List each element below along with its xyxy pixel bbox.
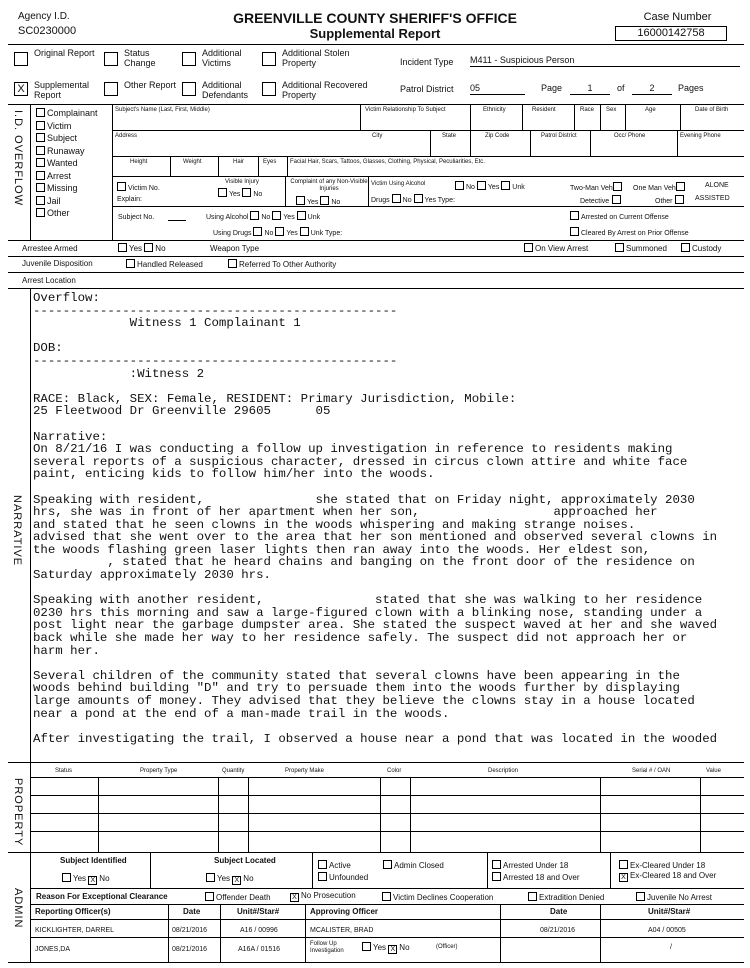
using-drugs-options[interactable]: Using Drugs No Yes Unk Type:: [213, 227, 342, 237]
patrol-district-value: 05: [470, 84, 525, 95]
narrative-line: On 8/21/16 I was conducting a follow up investigation in reference to residents making: [33, 442, 673, 457]
role-subject[interactable]: Subject: [36, 133, 112, 146]
case-number-label: Case Number: [643, 11, 712, 23]
narrative-line: advised that she went over to the area that her son mentioned and observed several clowns in: [33, 530, 718, 545]
other-report-label: Other Report: [124, 80, 177, 90]
visible-injury-options[interactable]: Yes No: [218, 188, 262, 198]
resident-header: Resident: [532, 107, 556, 113]
victim-no-field[interactable]: Victim No.: [117, 182, 160, 192]
role-other[interactable]: Other: [36, 208, 112, 221]
occ-phone-header: Occ/ Phone: [614, 133, 646, 139]
sex-header: Sex: [606, 107, 617, 113]
hair-header: Hair: [233, 159, 245, 165]
patrol-district-header: Patrol District: [541, 133, 577, 139]
approving-officer-name: MCALISTER, BRAD: [310, 927, 374, 934]
narrative-line: , stated that he heard chains and banging on the front door of the residence on: [33, 555, 695, 570]
narrative-line: woods behind building "D" and try to persuade them into the woods further by displaying: [33, 681, 680, 696]
approve-date-header: Date: [550, 907, 568, 916]
narrative-line: Speaking with resident, she stated that on Friday night, approximately 2030: [33, 492, 695, 507]
narrative-line: harm her.: [33, 643, 100, 658]
supplemental-report-label: Supplemental Report: [34, 80, 90, 100]
arrest-location-label: Arrest Location: [22, 276, 76, 285]
juvenile-no-arrest-option[interactable]: Juvenile No Arrest: [636, 892, 712, 902]
explain-label: Explain:: [117, 196, 142, 203]
subject-located-label: Subject Located: [214, 856, 276, 865]
narrative-line: and stated that he seen clowns in the woods whispering and making strange noises.: [33, 517, 636, 532]
narrative-line: the woods flashing green laser lights then ran away into the woods. Her eldest son,: [33, 542, 651, 557]
state-header: State: [442, 133, 457, 139]
agency-id-value: SC0230000: [18, 25, 77, 37]
property-side-label: PROPERTY: [12, 778, 24, 847]
property-type-header: Property Type: [140, 768, 178, 774]
approve-unit-header: Unit#/Star#: [648, 907, 691, 916]
ex-cleared-under-18[interactable]: Ex-Cleared Under 18: [619, 860, 705, 870]
narrative-line: After investigating the trail, I observed a house near a pond that was located in the wooded: [33, 731, 718, 746]
narrative-line: [33, 720, 743, 733]
additional-defendants-checkbox[interactable]: [182, 82, 196, 96]
offender-death-option[interactable]: Offender Death: [205, 892, 271, 902]
narrative-line: Narrative:: [33, 429, 108, 444]
arrested-current-offense[interactable]: Arrested on Current Offense: [570, 211, 669, 221]
narrative-side-label: NARRATIVE: [11, 495, 23, 567]
narrative-line: Speaking with another resident, stated that she was walking to her residence: [33, 593, 703, 608]
handled-released[interactable]: Handled Released: [126, 259, 203, 269]
dob-header: Date of Birth: [695, 107, 729, 113]
extradition-denied-option[interactable]: Extradition Denied: [528, 892, 604, 902]
active-option[interactable]: Active: [318, 860, 351, 870]
narrative-line: back while she made her way to her residence safely. The suspect did not approach her or: [33, 631, 688, 646]
page-subtitle: Supplemental Report: [309, 26, 441, 41]
reporting-officer-header: Reporting Officer(s): [35, 907, 111, 916]
narrative-text: [33, 292, 743, 745]
narrative-line: 25 Fleetwood Dr Greenville 29605 05: [33, 404, 331, 419]
city-header: City: [372, 133, 383, 139]
complaint-options[interactable]: Yes No: [296, 196, 340, 206]
role-list: [36, 108, 112, 221]
unfounded-option[interactable]: Unfounded: [318, 872, 368, 882]
id-overflow-side-label: I.D. OVERFLOW: [12, 110, 24, 207]
narrative-line: several reports of a suspicious character, dressed in circus clown attire and white face: [33, 454, 688, 469]
narrative-line: DOB:: [33, 341, 63, 356]
cleared-prior-offense[interactable]: Cleared By Arrest on Prior Offense: [570, 227, 689, 237]
subject-identified-label: Subject Identified: [60, 856, 127, 865]
approve-date: 08/21/2016: [540, 927, 576, 934]
admin-closed-option[interactable]: Admin Closed: [383, 860, 444, 870]
narrative-line: [33, 481, 743, 494]
on-view-arrest[interactable]: On View Arrest: [524, 243, 588, 253]
assisted[interactable]: ASSISTED: [695, 195, 730, 202]
incident-type-value: M411 - Suspicious Person: [470, 56, 740, 67]
narrative-line: large amounts of money. They advised that they believe the clowns stay in a house located: [33, 694, 695, 708]
arrested-18-over[interactable]: Arrested 18 and Over: [492, 872, 579, 882]
approve-unit: A04 / 00505: [648, 927, 686, 934]
victim-alcohol-options[interactable]: No Yes Unk: [455, 181, 525, 191]
property-make-header: Property Make: [285, 768, 325, 774]
additional-defendants-label: Additional Defendants: [202, 80, 249, 100]
page-total: 2: [632, 84, 672, 95]
approving-officer-header: Approving Officer: [310, 907, 379, 916]
report-date-1: 08/21/2016: [172, 927, 208, 934]
complaint-label: Complaint of any Non-Visible Injuries: [290, 179, 368, 192]
ex-cleared-18-over[interactable]: X Ex-Cleared 18 and Over: [619, 872, 716, 882]
page-title: GREENVILLE COUNTY SHERIFF'S OFFICE: [233, 10, 517, 26]
alone[interactable]: ALONE: [705, 182, 729, 189]
weight-header: Weight: [183, 159, 202, 165]
using-alcohol-options[interactable]: Using Alcohol No Yes Unk: [206, 211, 320, 221]
narrative-line: Saturday approximately 2030 hrs.: [33, 568, 271, 583]
role-complainant[interactable]: Complainant: [36, 108, 112, 121]
address-header: Address: [115, 133, 138, 139]
subject-name-header: Subject's Name (Last, First, Middle): [115, 107, 210, 113]
follow-up-unit: /: [670, 944, 672, 951]
property-serial-header: Serial # / OAN: [632, 768, 671, 774]
narrative-line: -------------------------------------------------: [33, 303, 398, 318]
victim-relationship-header: Victim Relationship To Subject: [365, 107, 446, 113]
additional-recovered-label: Additional Recovered Property: [282, 80, 368, 100]
role-arrest[interactable]: Arrest: [36, 171, 112, 184]
one-man-veh[interactable]: One Man Veh: [633, 182, 687, 192]
referred-other-authority[interactable]: Referred To Other Authority: [228, 259, 336, 269]
race-header: Race: [580, 107, 595, 113]
narrative-line: paint, enticing kids to follow him/her into the woods.: [33, 467, 435, 482]
agency-id-label: Agency I.D.: [18, 11, 70, 22]
original-report-checkbox[interactable]: [14, 52, 28, 66]
role-runaway[interactable]: Runaway: [36, 146, 112, 159]
incident-type-label: Incident Type: [400, 57, 454, 67]
page-number: 1: [570, 84, 610, 95]
juvenile-disposition-label: Juvenile Disposition: [22, 259, 93, 268]
victim-declines-option[interactable]: Victim Declines Cooperation: [382, 892, 493, 902]
additional-stolen-label: Additional Stolen Property: [282, 48, 350, 68]
other-report-checkbox[interactable]: [104, 82, 118, 96]
arrestee-armed-options[interactable]: Yes No: [118, 243, 166, 253]
evening-phone-header: Evening Phone: [680, 133, 721, 139]
ethnicity-header: Ethnicity: [483, 107, 506, 113]
property-status-header: Status: [55, 768, 73, 774]
subject-identified-options[interactable]: Yes X No: [62, 873, 110, 885]
role-jail[interactable]: Jail: [36, 196, 112, 209]
subject-located-options[interactable]: Yes X No: [206, 873, 254, 885]
case-number-field: 16000142758: [615, 26, 727, 41]
drugs-options[interactable]: Drugs No Yes Type:: [371, 194, 455, 204]
follow-up-label: Follow Up Investigation: [310, 941, 344, 954]
custody[interactable]: Custody: [681, 243, 721, 253]
other-veh[interactable]: Other: [655, 195, 686, 205]
role-missing[interactable]: Missing: [36, 183, 112, 196]
unit-1: A16 / 00996: [240, 927, 278, 934]
status-change-label: Status Change: [124, 48, 156, 68]
date-header: Date: [183, 907, 201, 916]
reason-exceptional-clearance-label: Reason For Exceptional Clearance: [36, 892, 168, 901]
narrative-line: hrs, she was in front of her apartment when her son, approached her: [33, 505, 658, 520]
status-change-checkbox[interactable]: [104, 52, 118, 66]
additional-victims-label: Additional Victims: [202, 48, 242, 68]
weapon-type-label: Weapon Type: [210, 244, 260, 253]
subject-no-label: Subject No.: [118, 214, 155, 221]
of-label: of: [617, 83, 625, 93]
eyes-header: Eyes: [263, 159, 277, 165]
additional-victims-checkbox[interactable]: [182, 52, 196, 66]
narrative-line: post light near the garbage dumpster area. She stated the suspect waved at her and she waved: [33, 618, 718, 633]
role-victim[interactable]: Victim: [36, 121, 112, 134]
unit-star-header: Unit#/Star#: [237, 907, 280, 916]
narrative-line: -------------------------------------------------: [33, 353, 398, 368]
unit-2: A16A / 01516: [238, 946, 281, 953]
visible-injury-label: Visible Injury: [225, 179, 259, 185]
narrative-line: 0230 hrs this morning and saw a large-figured clown with a blinking nose, standing under a: [33, 605, 703, 620]
page-label: Page: [541, 83, 563, 93]
narrative-line: Witness 1 Complainant 1: [33, 316, 301, 331]
narrative-line: [33, 657, 743, 670]
property-color-header: Color: [387, 768, 402, 774]
additional-recovered-checkbox[interactable]: [262, 82, 276, 96]
detective[interactable]: Detective: [580, 195, 623, 205]
property-value-header: Value: [706, 768, 721, 774]
narrative-line: [33, 418, 743, 431]
height-header: Height: [130, 159, 148, 165]
narrative-line: [33, 330, 743, 343]
narrative-line: near a pond at the end of a man-made trail in the woods.: [33, 706, 450, 721]
pages-label: Pages: [678, 83, 704, 93]
arrested-under-18[interactable]: Arrested Under 18: [492, 860, 568, 870]
patrol-district-label: Patrol District: [400, 84, 454, 94]
zip-header: Zip Code: [485, 133, 510, 139]
two-man-veh[interactable]: Two-Man Veh: [570, 182, 624, 192]
admin-side-label: ADMIN: [12, 888, 24, 929]
officer-tag: (Officer): [436, 944, 458, 950]
supplemental-report-checkbox[interactable]: X: [14, 82, 28, 96]
report-date-2: 08/21/2016: [172, 946, 208, 953]
arrestee-armed-label: Arrestee Armed: [22, 244, 78, 253]
original-report-label: Original Report: [34, 48, 95, 58]
follow-up-options[interactable]: Yes X No: [362, 942, 410, 954]
reporting-officer-2: JONES,DA: [35, 946, 71, 953]
additional-stolen-checkbox[interactable]: [262, 52, 276, 66]
description-header: Facial Hair, Scars, Tattoos, Glasses, Clothing, Physical, Peculiarities, Etc.: [290, 159, 485, 165]
narrative-line: [33, 380, 743, 393]
reporting-officer-1: KICKLIGHTER, DARREL: [35, 927, 114, 934]
victim-alcohol-label: Victim Using Alcohol: [371, 181, 426, 187]
narrative-line: :Witness 2: [33, 366, 205, 381]
role-wanted[interactable]: Wanted: [36, 158, 112, 171]
no-prosecution-option[interactable]: X No Prosecution: [290, 892, 356, 902]
narrative-line: RACE: Black, SEX: Female, RESIDENT: Primary Jurisdiction, Mobile:: [33, 391, 517, 406]
property-quantity-header: Quantity: [222, 768, 245, 774]
property-description-header: Description: [488, 768, 519, 774]
age-header: Age: [645, 107, 656, 113]
summoned[interactable]: Summoned: [615, 243, 667, 253]
narrative-line: Several children of the community stated that several clowns have been appearing in the: [33, 668, 680, 683]
narrative-line: Overflow:: [33, 292, 100, 305]
